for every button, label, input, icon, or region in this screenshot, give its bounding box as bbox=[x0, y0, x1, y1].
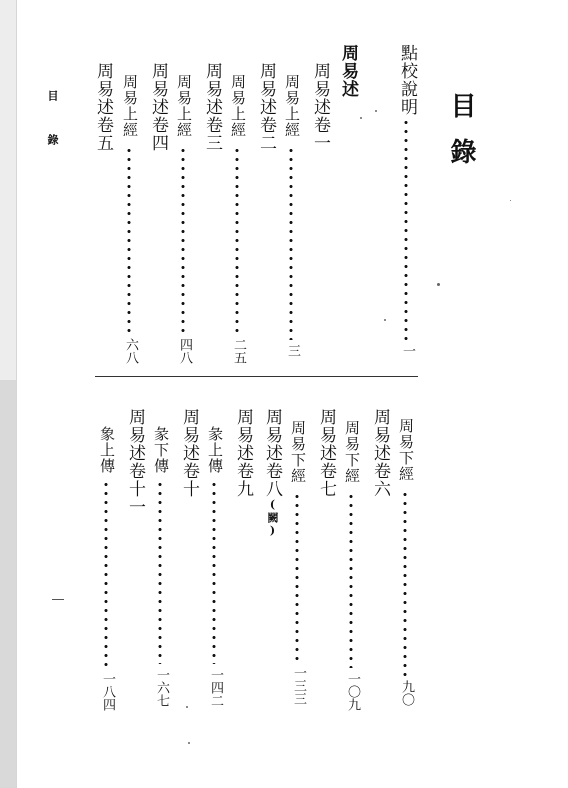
scan-speck bbox=[375, 110, 377, 112]
toc-entry-juan1-shangjing: 周易上經 bbox=[283, 74, 301, 138]
leader-dots bbox=[289, 146, 293, 340]
book-spine-shadow-lower bbox=[0, 380, 16, 788]
toc-entry-juan7: 周易述卷七 bbox=[316, 408, 336, 498]
scan-speck bbox=[188, 742, 190, 744]
leader-dots bbox=[181, 146, 185, 334]
page-number: 一六七 bbox=[154, 668, 169, 707]
toc-section-zhouyishu: 周易述 bbox=[338, 44, 358, 98]
page-number: 一八四 bbox=[100, 672, 115, 711]
toc-entry-dianjiao: 點校說明 bbox=[397, 44, 417, 116]
page-number: 一〇九 bbox=[345, 672, 360, 711]
page-number: 一三三 bbox=[291, 666, 306, 705]
page-number: 一 bbox=[400, 344, 415, 357]
toc-entry-juan8-label: 周易述卷八 bbox=[262, 408, 282, 498]
toc-entry-tuan-xia: 彖下傳 bbox=[152, 426, 170, 474]
toc-entry-juan8-note: (闕) bbox=[266, 498, 279, 538]
leader-dots bbox=[212, 480, 216, 664]
page-number: 四八 bbox=[177, 338, 192, 364]
scan-speck bbox=[437, 283, 440, 286]
page-number: 六八 bbox=[123, 338, 138, 364]
page-number: 一四二 bbox=[208, 668, 223, 707]
toc-entry-xiajing-a: 周易下經 bbox=[397, 418, 415, 482]
toc-entry-juan3-shangjing: 周易上經 bbox=[175, 74, 193, 138]
toc-entry-juan4-shangjing: 周易上經 bbox=[121, 74, 139, 138]
toc-entry-juan8 bbox=[263, 408, 280, 538]
page-number: 三 bbox=[285, 344, 300, 357]
section-divider bbox=[95, 376, 418, 377]
toc-entry-juan11: 周易述卷十一 bbox=[125, 408, 145, 516]
page-number: 二五 bbox=[231, 338, 246, 364]
leader-dots bbox=[404, 118, 408, 340]
toc-entry-juan3: 周易述卷三 bbox=[202, 62, 222, 152]
toc-entry-juan5: 周易述卷五 bbox=[93, 62, 113, 152]
margin-running-head: 目 錄 bbox=[46, 90, 59, 155]
toc-entry-juan1: 周易述卷一 bbox=[310, 62, 330, 152]
toc-entry-juan9: 周易述卷九 bbox=[233, 408, 253, 498]
toc-entry-juan2: 周易述卷二 bbox=[256, 62, 276, 152]
leader-dots bbox=[104, 480, 108, 668]
toc-entry-tuan-shang: 彖上傳 bbox=[206, 426, 224, 474]
leader-dots bbox=[349, 492, 353, 668]
scan-speck bbox=[360, 117, 362, 119]
toc-entry-juan6-xiajing: 周易下經 bbox=[343, 420, 361, 484]
leader-dots bbox=[127, 146, 131, 334]
toc-entry-juan4: 周易述卷四 bbox=[148, 62, 168, 152]
toc-entry-juan6: 周易述卷六 bbox=[370, 408, 390, 498]
leader-dots bbox=[403, 490, 407, 676]
toc-entry-juan10: 周易述卷十 bbox=[179, 408, 199, 498]
toc-entry-juan7-xiajing: 周易下經 bbox=[289, 420, 307, 484]
toc-entry-juan2-shangjing: 周易上經 bbox=[229, 74, 247, 138]
folio-mark bbox=[52, 599, 64, 600]
scan-speck bbox=[186, 706, 188, 708]
scan-speck bbox=[510, 200, 511, 201]
leader-dots bbox=[158, 480, 162, 664]
leader-dots bbox=[235, 146, 239, 334]
leader-dots bbox=[295, 492, 299, 664]
scan-speck bbox=[384, 319, 386, 321]
toc-entry-xiang-shang: 象上傳 bbox=[98, 426, 116, 474]
page-title: 目錄 bbox=[446, 92, 476, 184]
page-number: 九〇 bbox=[399, 680, 414, 706]
